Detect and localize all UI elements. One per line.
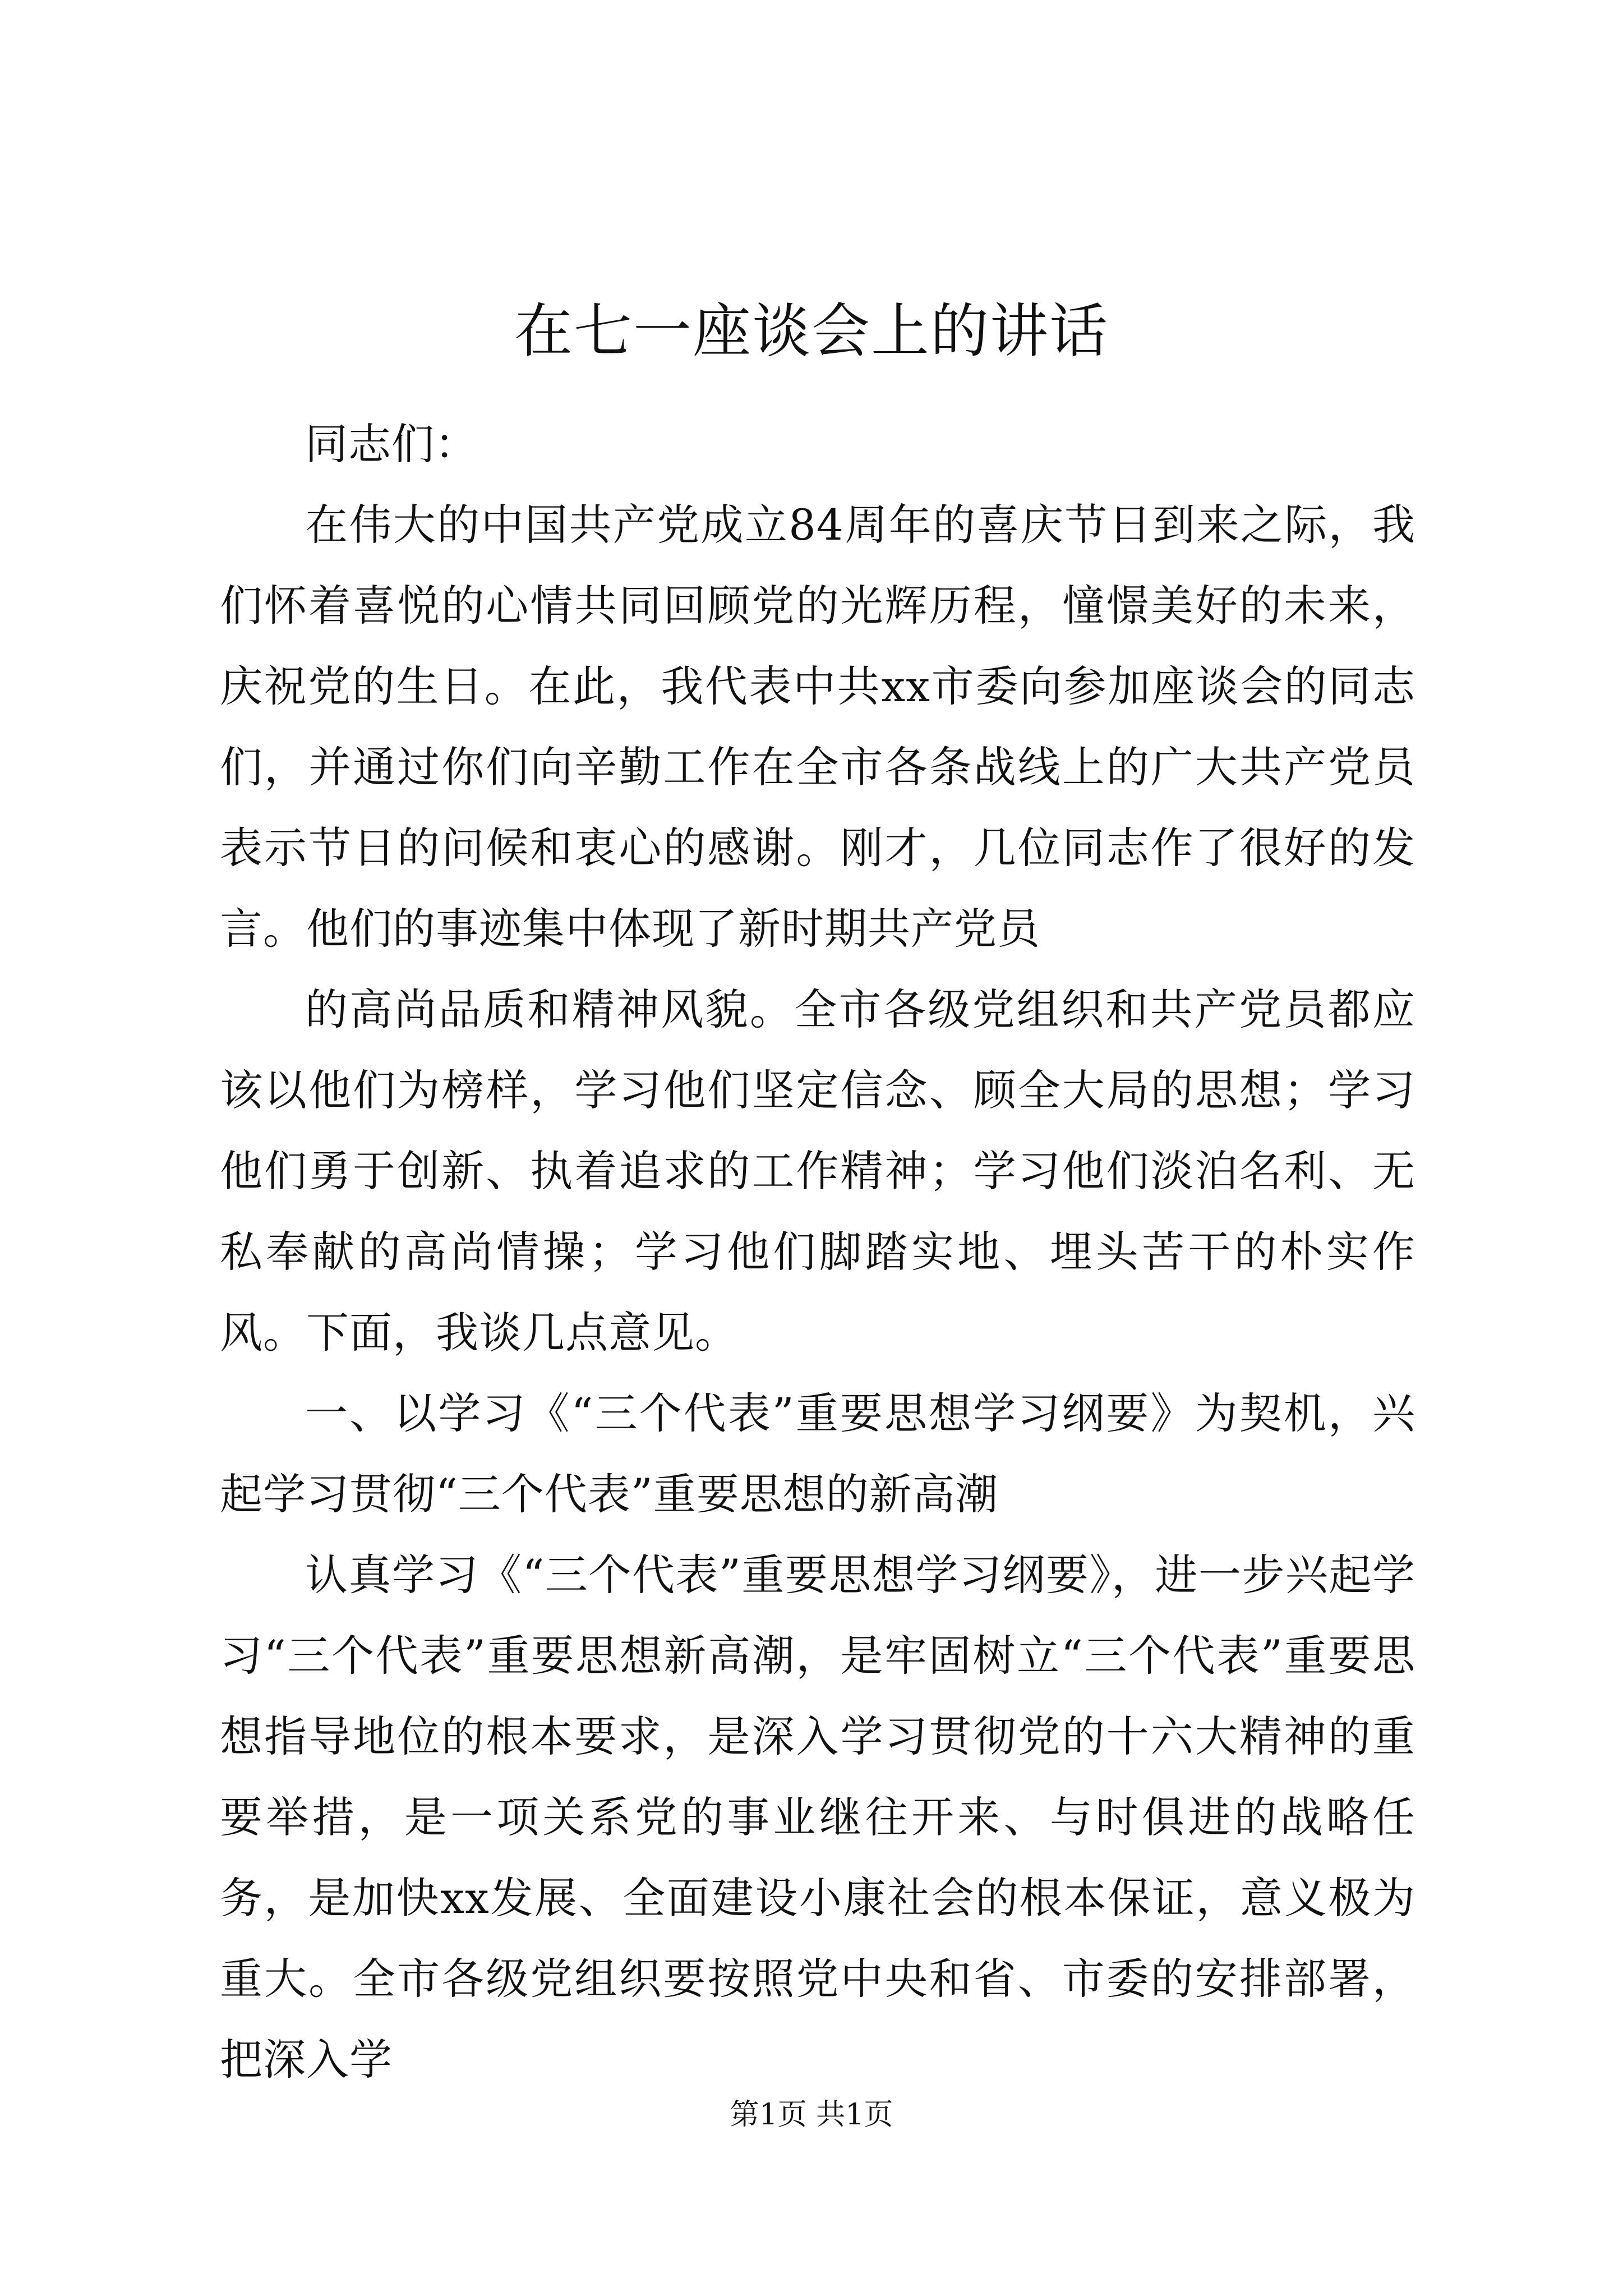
salutation: 同志们： <box>305 419 478 469</box>
paragraph-study: 认真学习《“三个代表”重要思想学习纲要》，进一步兴起学习“三个代表”重要思想新高潮，是牢固树立“三个代表”重要思想指导地位的根本要求，是深入学习贯彻党的十六大精神的重要举措，是一项关系党的事业继往开来、与时俱进的战略任务，是加快xx发展、全面建设小康社会的根本保证，意义极为重大。全市各级党组织要按照党中央和省、市委的安排部署，把深入学 <box>220 1550 1415 2085</box>
paragraph-opening: 在伟大的中国共产党成立84周年的喜庆节日到来之际，我们怀着喜悦的心情共同回顾党的光辉历程，憧憬美好的未来，庆祝党的生日。在此，我代表中共xx市委向参加座谈会的同志们，并通过你们向辛勤工作在全市各条战线上的广大共产党员表示节日的问候和衷心的感谢。刚才，几位同志作了很好的发言。他们的事迹集中体现了新时期共产党员 <box>220 500 1415 954</box>
paragraph-example: 的高尚品质和精神风貌。全市各级党组织和共产党员都应该以他们为榜样，学习他们坚定信念、顾全大局的思想；学习他们勇于创新、执着追求的工作精神；学习他们淡泊名利、无私奉献的高尚情操；学习他们脚踏实地、埋头苦干的朴实作风。下面，我谈几点意见。 <box>220 984 1415 1358</box>
page-number-footer: 第1页 共1页 <box>730 2098 893 2132</box>
section-heading-one: 一、以学习《“三个代表”重要思想学习纲要》为契机，兴起学习贯彻“三个代表”重要思想的新高潮 <box>220 1388 1415 1519</box>
document-body <box>220 404 1415 2100</box>
document-title: 在七一座谈会上的讲话 <box>514 297 1109 365</box>
